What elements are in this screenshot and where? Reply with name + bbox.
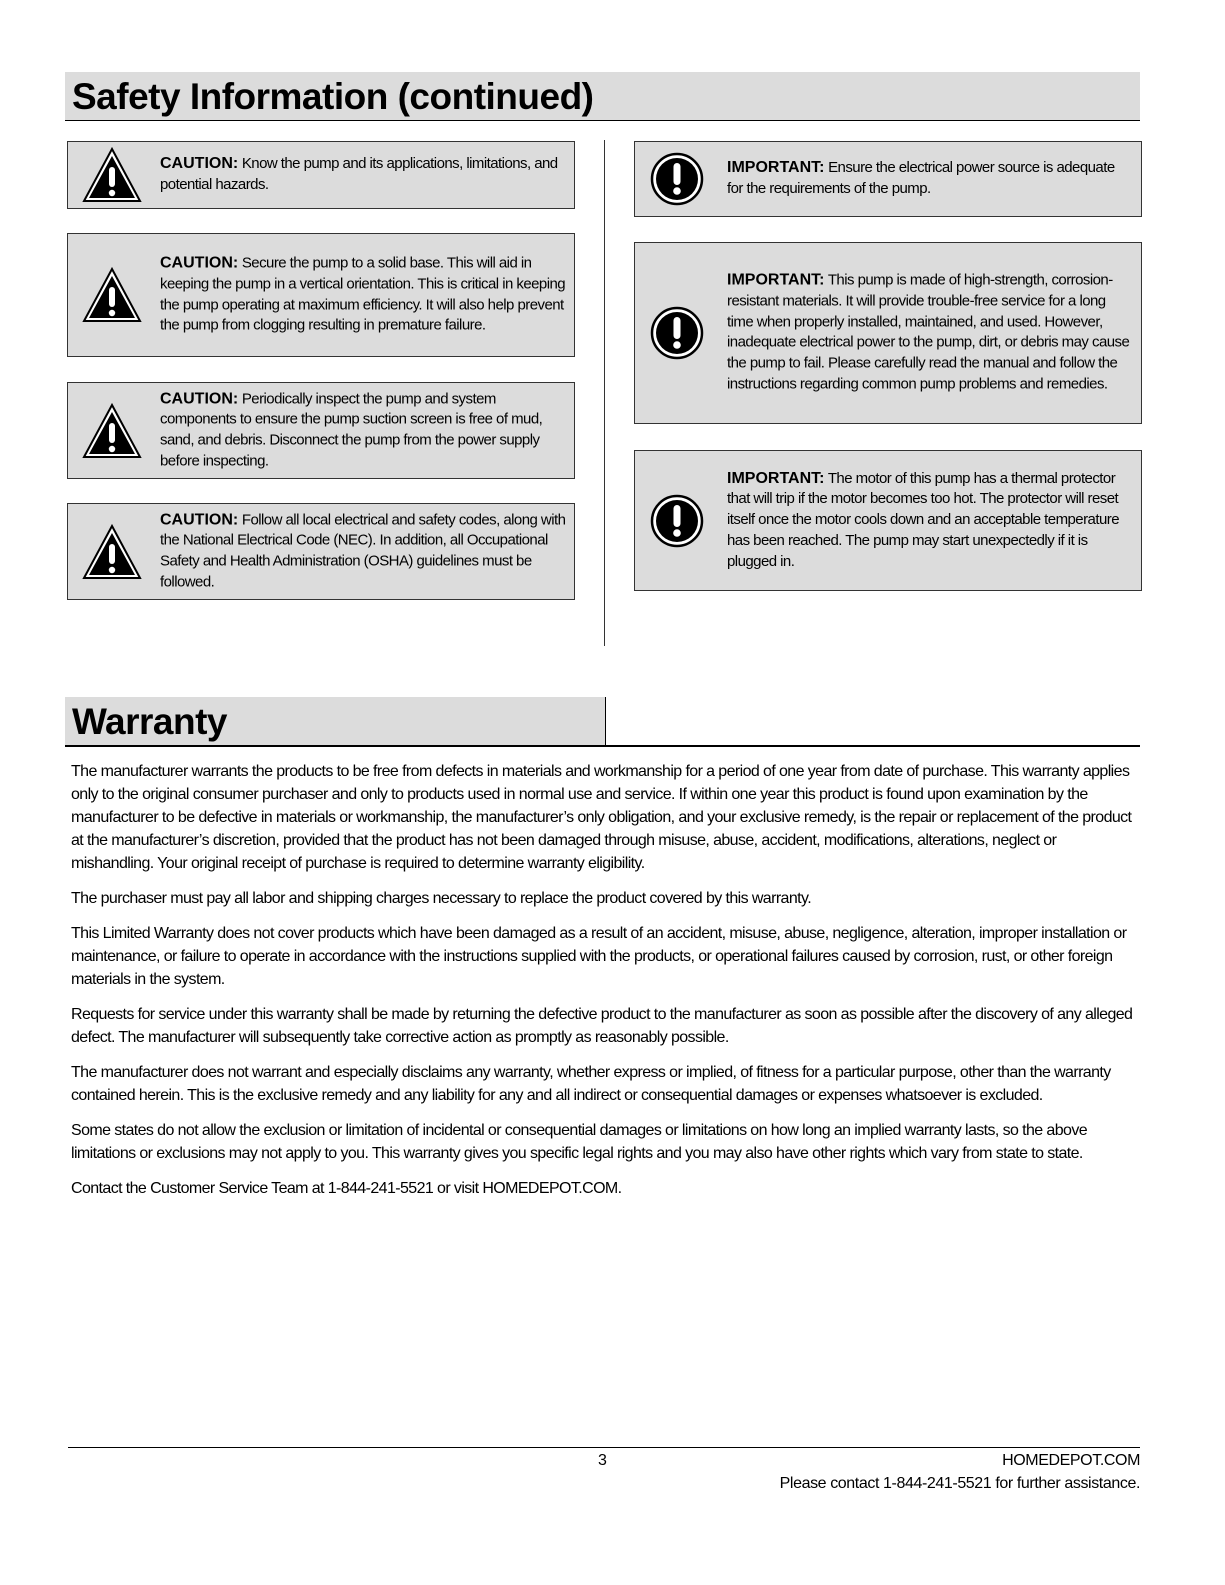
warranty-rule <box>65 745 1140 747</box>
caution-label: CAUTION: <box>160 254 239 272</box>
caution-text <box>160 154 566 196</box>
caution-message: Periodically inspect the pump and system components to ensure the pump suction screen is free of mud, sand, and debris. Disconnect the pump from the power supply before inspecting. <box>160 389 543 470</box>
important-text <box>727 271 1133 396</box>
important-label: IMPORTANT: <box>727 469 825 487</box>
warranty-paragraph: Requests for service under this warranty shall be made by returning the defective product to the manufacturer as soon as possible after the discovery of any alleged defect. The manufacturer will subsequently take corrective action as promptly as reasonably possible. <box>71 1006 1133 1046</box>
caution-text <box>160 253 566 336</box>
warning-triangle-icon <box>82 147 142 203</box>
caution-label: CAUTION: <box>160 155 239 173</box>
warranty-paragraph: The manufacturer does not warrant and especially disclaims any warranty, whether express or implied, of fitness for a particular purpose, other than the warranty contained herein. This is the exclusive remedy and any liability for any and all indirect or consequential damages or expenses whatsoever is excluded. <box>71 1064 1111 1104</box>
exclamation-circle-icon <box>649 493 709 549</box>
warning-triangle-icon <box>82 524 142 580</box>
important-label: IMPORTANT: <box>727 159 825 177</box>
warning-triangle-icon <box>82 403 142 459</box>
page-number: 3 <box>598 1452 607 1469</box>
caution-box <box>67 382 575 479</box>
safety-title: Safety Information (continued) <box>72 76 594 117</box>
warning-triangle-icon <box>82 267 142 323</box>
important-message: The motor of this pump has a thermal protector that will trip if the motor becomes too hot. The protector will reset itself once the motor cools down and an acceptable temperature has been reached. The pump may start unexpectedly if it is plugged in. <box>727 469 1119 570</box>
important-label: IMPORTANT: <box>727 271 825 289</box>
important-text <box>727 158 1133 200</box>
important-box <box>634 242 1142 424</box>
caution-text <box>160 389 566 472</box>
caution-label: CAUTION: <box>160 510 239 528</box>
footer-rule <box>68 1447 1140 1448</box>
exclamation-circle-icon <box>649 151 709 207</box>
caution-message: Know the pump and its applications, limitations, and potential hazards. <box>160 155 558 193</box>
important-box <box>634 141 1142 217</box>
caution-text <box>160 510 566 593</box>
warranty-paragraph: Some states do not allow the exclusion or limitation of incidental or consequential damages or limitations on how long an implied warranty lasts, so the above limitations or exclusions may not apply to you. This warranty gives you specific legal rights and you may also have other rights which vary from state to state. <box>71 1122 1088 1162</box>
warranty-header <box>65 697 606 745</box>
warranty-paragraph: The manufacturer warrants the products to be free from defects in materials and workmanship for a period of one year from date of purchase. This warranty applies only to the original consumer purchaser and only to products used in normal use and service. If within one year this product is found upon examination by the manufacturer to be defective in materials or workmanship, the manufacturer’s only obligation, and your exclusive remedy, is the repair or replacement of the product at the manufacturer’s discretion, provided that the product has not been damaged through misuse, abuse, accident, modifications, alterations, neglect or mishandling. Your original receipt of purchase is required to determine warranty eligibility. <box>71 763 1132 872</box>
caution-label: CAUTION: <box>160 389 239 407</box>
caution-message: Secure the pump to a solid base. This will aid in keeping the pump in a vertical orientation. This is critical in keeping the pump operating at maximum efficiency. It will also help prevent the pump from clogging resulting in premature failure. <box>160 254 566 334</box>
caution-message: Follow all local electrical and safety codes, along with the National Electrical Code (NEC). In addition, all Occupational Safety and Health Administration (OSHA) guidelines must be followed. <box>160 510 566 591</box>
important-box <box>634 450 1142 591</box>
warranty-paragraph: The purchaser must pay all labor and shipping charges necessary to replace the product covered by this warranty. <box>71 890 812 907</box>
warranty-title: Warranty <box>72 701 228 742</box>
footer-contact: Please contact 1-844-241-5521 for further assistance. <box>779 1475 1140 1492</box>
warranty-paragraph: This Limited Warranty does not cover products which have been damaged as a result of an accident, misuse, abuse, negligence, alteration, improper installation or maintenance, or failure to operate in accordance with the instructions supplied with the products, or operational failures caused by corrosion, rust, or other foreign materials in the system. <box>71 925 1127 988</box>
important-message: Ensure the electrical power source is adequate for the requirements of the pump. <box>727 159 1115 197</box>
important-text <box>727 469 1133 573</box>
important-message: This pump is made of high-strength, corrosion-resistant materials. It will provide trouble-free service for a long time when properly installed, maintained, and used. However, inadequate electrical power to the pump, dirt, or debris may cause the pump to fail. Please carefully read the manual and follow the instructions regarding common pump problems and remedies. <box>727 271 1130 393</box>
column-divider <box>604 140 605 646</box>
exclamation-circle-icon <box>649 305 709 361</box>
caution-box <box>67 503 575 600</box>
warranty-contact: Contact the Customer Service Team at 1-844-241-5521 or visit HOMEDEPOT.COM. <box>71 1180 622 1197</box>
warranty-body <box>71 760 1139 1212</box>
caution-box <box>67 233 575 357</box>
caution-box <box>67 141 575 209</box>
footer-site: HOMEDEPOT.COM <box>1002 1452 1140 1469</box>
safety-header <box>65 72 1140 121</box>
